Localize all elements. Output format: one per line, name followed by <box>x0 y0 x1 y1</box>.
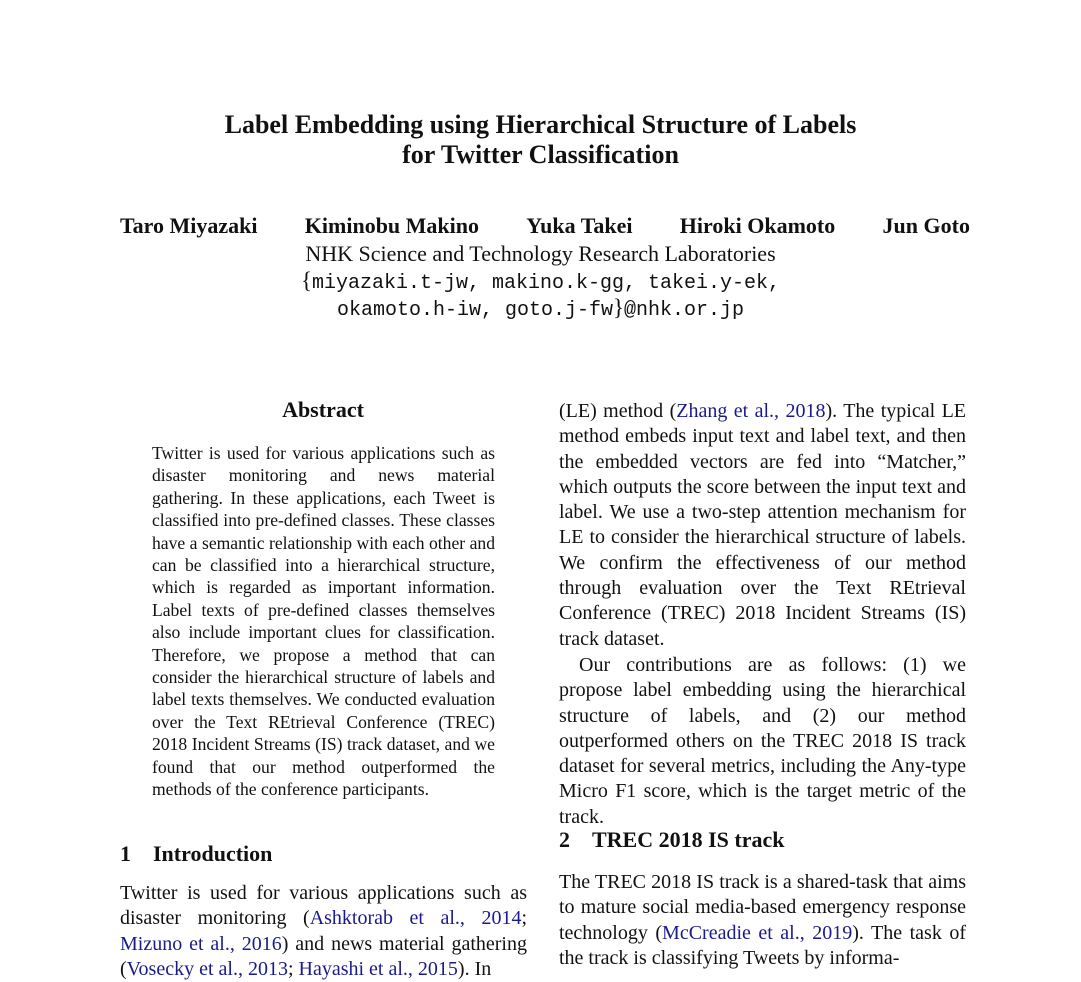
affiliation: NHK Science and Technology Research Laboratories <box>305 241 776 266</box>
email-line-1 <box>0 268 1081 297</box>
body-text: (LE) method ( <box>559 400 677 422</box>
citation-link[interactable]: Ashktorab et al., 2014 <box>309 907 522 930</box>
title-line-1: Label Embedding using Hierarchical Structure of Labels <box>224 110 857 139</box>
right-column-paragraph-1 <box>559 399 966 652</box>
body-text: ). The task of the track is classifying Tweets by informa- <box>559 921 966 969</box>
abstract-heading: Abstract <box>282 397 364 422</box>
title-line-2: for Twitter Classification <box>402 139 679 169</box>
body-text: The TREC 2018 IS track is a shared-task that aims to mature social media-based emergency response technology ( <box>559 871 966 944</box>
body-text: ). The typical LE method embeds input text and label text, and then the embedded vectors are fed into “Matcher,” which outputs the score between the input text and label. We use a two-step attention mechanism for LE to consider the hierarchical structure of labels. We confirm the effectiveness of our method through evaluation over the Text REtrieval Conference (TREC) 2018 Incident Streams (IS) track dataset. <box>559 400 966 650</box>
author-name: Taro Miyazaki <box>120 213 258 238</box>
section-title: Introduction <box>153 841 273 866</box>
citation-link[interactable]: Hayashi et al., 2015 <box>298 957 458 980</box>
email-addresses-1: miyazaki.t-jw, makino.k-gg, takei.y-ek, <box>311 272 781 295</box>
right-column-paragraph-3 <box>559 870 966 971</box>
intro-text: ; <box>521 907 528 930</box>
brace-open: { <box>300 268 312 293</box>
section-title: TREC 2018 IS track <box>592 827 785 852</box>
citation-link[interactable]: Zhang et al., 2018 <box>676 400 826 422</box>
introduction-paragraph <box>120 881 527 982</box>
citation-link[interactable]: McCreadie et al., 2019 <box>662 921 853 944</box>
section-heading-trec <box>559 827 785 853</box>
author-name: Kiminobu Makino <box>304 213 480 238</box>
author-list <box>120 213 970 239</box>
citation-link[interactable]: Vosecky et al., 2013 <box>126 957 288 980</box>
brace-close: } <box>612 295 625 320</box>
intro-text: Twitter is used for various applications such as disaster monitoring ( <box>120 882 527 930</box>
intro-text: ; <box>287 957 299 980</box>
intro-text: ) and news material gathering ( <box>120 932 527 980</box>
right-column-paragraph-2 <box>559 653 966 830</box>
paper-title <box>0 110 1081 169</box>
body-text: Our contributions are as follows: (1) we propose label embedding using the hierarchical structure of labels, and (2) our method outperformed others on the TREC 2018 IS track dataset for several metrics, including the Any-type Micro F1 score, which is the target metric of the track. <box>559 654 966 828</box>
section-heading-introduction <box>120 841 272 867</box>
author-name: Hiroki Okamoto <box>679 213 836 238</box>
email-addresses-2: okamoto.h-iw, goto.j-fw <box>336 299 613 322</box>
intro-text: ). In <box>457 957 492 980</box>
abstract-body <box>152 442 495 801</box>
citation-link[interactable]: Mizuno et al., 2016 <box>120 932 282 955</box>
section-number: 1 <box>120 841 131 866</box>
abstract-text: Twitter is used for various applications such as disaster monitoring and news material gathering. In these applications, each Tweet is classified into pre-defined classes. These classes have a semantic relationship with each other and can be classified into a hierarchical structure, which is regarded as important information. Label texts of pre-defined classes themselves also include important clues for classification. Therefore, we propose a method that can consider the hierarchical structure of labels and label texts themselves. We conducted evaluation over the Text REtrieval Conference (TREC) 2018 Incident Streams (IS) track dataset, and we found that our method outperformed the methods of the conference participants. <box>152 443 495 800</box>
author-name: Yuka Takei <box>526 213 633 238</box>
section-number: 2 <box>559 827 570 852</box>
email-line-2 <box>0 295 1081 324</box>
author-name: Jun Goto <box>882 213 970 238</box>
email-domain: @nhk.or.jp <box>624 299 745 322</box>
